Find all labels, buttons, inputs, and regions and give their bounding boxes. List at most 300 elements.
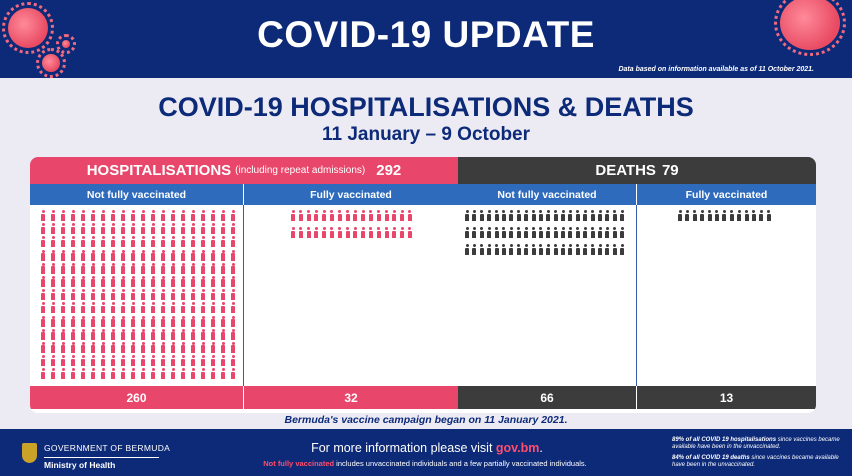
person-icon bbox=[111, 368, 115, 379]
person-icon bbox=[591, 227, 595, 238]
person-icon bbox=[141, 316, 145, 327]
person-icon bbox=[91, 276, 95, 287]
person-icon bbox=[141, 329, 145, 340]
person-icon bbox=[385, 210, 389, 221]
person-icon bbox=[752, 210, 756, 221]
person-icon bbox=[131, 368, 135, 379]
person-icon bbox=[191, 263, 195, 274]
person-icon bbox=[61, 236, 65, 247]
person-icon bbox=[181, 250, 185, 261]
hosp-unvaccinated-count: 260 bbox=[30, 386, 244, 409]
person-icon bbox=[131, 355, 135, 366]
person-icon bbox=[81, 342, 85, 353]
person-icon bbox=[211, 263, 215, 274]
person-icon bbox=[101, 236, 105, 247]
person-icon bbox=[41, 368, 45, 379]
person-icon bbox=[613, 244, 617, 255]
person-icon bbox=[201, 250, 205, 261]
person-icon bbox=[71, 355, 75, 366]
person-icon bbox=[41, 223, 45, 234]
person-icon bbox=[101, 263, 105, 274]
person-icon bbox=[161, 368, 165, 379]
person-icon bbox=[151, 223, 155, 234]
campaign-note: Bermuda's vaccine campaign began on 11 January 2021. bbox=[284, 414, 568, 426]
hospitalisations-header bbox=[30, 157, 458, 184]
person-icon bbox=[61, 263, 65, 274]
person-icon bbox=[91, 289, 95, 300]
person-icon bbox=[472, 227, 476, 238]
person-icon bbox=[201, 329, 205, 340]
person-icon bbox=[299, 210, 303, 221]
person-icon bbox=[561, 244, 565, 255]
person-icon bbox=[111, 342, 115, 353]
data-note: Data based on information available as of 11 October 2021. bbox=[618, 66, 814, 73]
person-icon bbox=[161, 289, 165, 300]
person-icon bbox=[291, 227, 295, 238]
person-icon bbox=[221, 302, 225, 313]
person-icon bbox=[361, 227, 365, 238]
person-icon bbox=[583, 227, 587, 238]
person-icon bbox=[51, 223, 55, 234]
person-icon bbox=[598, 227, 602, 238]
deaths-total: 79 bbox=[661, 162, 679, 179]
person-icon bbox=[231, 316, 235, 327]
person-icon bbox=[307, 210, 311, 221]
person-icon bbox=[487, 244, 491, 255]
person-icon bbox=[81, 289, 85, 300]
person-icon bbox=[51, 302, 55, 313]
person-icon bbox=[338, 227, 342, 238]
person-icon bbox=[221, 329, 225, 340]
coat-of-arms-icon bbox=[22, 443, 37, 463]
person-icon bbox=[121, 342, 125, 353]
person-icon bbox=[71, 302, 75, 313]
person-icon bbox=[221, 250, 225, 261]
person-icon bbox=[191, 355, 195, 366]
person-icon bbox=[211, 289, 215, 300]
person-icon bbox=[385, 227, 389, 238]
person-icon bbox=[81, 355, 85, 366]
person-icon bbox=[299, 227, 303, 238]
header-banner bbox=[0, 0, 852, 78]
person-icon bbox=[61, 223, 65, 234]
person-icon bbox=[121, 263, 125, 274]
person-icon bbox=[151, 368, 155, 379]
person-icon bbox=[91, 223, 95, 234]
deaths-unvaccinated-icons bbox=[465, 210, 624, 255]
person-icon bbox=[131, 342, 135, 353]
person-icon bbox=[524, 244, 528, 255]
definition-highlight: Not fully vaccinated bbox=[263, 459, 335, 468]
person-icon bbox=[81, 329, 85, 340]
person-icon bbox=[71, 316, 75, 327]
person-icon bbox=[171, 302, 175, 313]
person-icon bbox=[131, 329, 135, 340]
person-icon bbox=[509, 210, 513, 221]
column-header-not-fully-vaccinated: Not fully vaccinated bbox=[30, 184, 244, 205]
person-icon bbox=[171, 368, 175, 379]
deaths-header bbox=[458, 157, 816, 184]
person-icon bbox=[181, 316, 185, 327]
person-icon bbox=[539, 227, 543, 238]
person-icon bbox=[61, 276, 65, 287]
person-icon bbox=[151, 210, 155, 221]
person-icon bbox=[408, 227, 412, 238]
person-icon bbox=[51, 368, 55, 379]
person-icon bbox=[201, 368, 205, 379]
person-icon bbox=[191, 250, 195, 261]
person-icon bbox=[161, 276, 165, 287]
person-icon bbox=[532, 244, 536, 255]
person-icon bbox=[509, 227, 513, 238]
footer-banner bbox=[0, 429, 852, 476]
person-icon bbox=[101, 223, 105, 234]
person-icon bbox=[71, 210, 75, 221]
person-icon bbox=[81, 236, 85, 247]
person-icon bbox=[61, 302, 65, 313]
person-icon bbox=[231, 329, 235, 340]
person-icon bbox=[291, 210, 295, 221]
person-icon bbox=[121, 368, 125, 379]
person-icon bbox=[121, 316, 125, 327]
person-icon bbox=[583, 244, 587, 255]
gov-bm-link[interactable]: gov.bm bbox=[495, 441, 540, 455]
person-icon bbox=[141, 368, 145, 379]
person-icon bbox=[392, 227, 396, 238]
person-icon bbox=[211, 355, 215, 366]
person-icon bbox=[161, 223, 165, 234]
person-icon bbox=[131, 276, 135, 287]
hospitalisations-total: 292 bbox=[376, 162, 402, 179]
person-icon bbox=[141, 263, 145, 274]
person-icon bbox=[730, 210, 734, 221]
date-range: 11 January – 9 October bbox=[321, 124, 531, 145]
person-icon bbox=[221, 368, 225, 379]
person-icon bbox=[400, 210, 404, 221]
person-icon bbox=[314, 227, 318, 238]
person-icon bbox=[41, 250, 45, 261]
person-icon bbox=[346, 210, 350, 221]
person-icon bbox=[41, 342, 45, 353]
deaths-panel bbox=[458, 157, 816, 413]
deaths-counts bbox=[458, 386, 816, 409]
deaths-column-headers bbox=[458, 184, 816, 205]
person-icon bbox=[221, 289, 225, 300]
person-icon bbox=[131, 210, 135, 221]
person-icon bbox=[51, 316, 55, 327]
person-icon bbox=[41, 355, 45, 366]
person-icon bbox=[517, 210, 521, 221]
person-icon bbox=[221, 236, 225, 247]
person-icon bbox=[591, 210, 595, 221]
person-icon bbox=[51, 289, 55, 300]
person-icon bbox=[91, 302, 95, 313]
person-icon bbox=[191, 302, 195, 313]
person-icon bbox=[201, 289, 205, 300]
person-icon bbox=[111, 263, 115, 274]
person-icon bbox=[161, 263, 165, 274]
definition-text: includes unvaccinated individuals and a few partially vaccinated individuals. bbox=[334, 459, 587, 468]
person-icon bbox=[211, 250, 215, 261]
person-icon bbox=[480, 244, 484, 255]
person-icon bbox=[171, 342, 175, 353]
person-icon bbox=[171, 210, 175, 221]
person-icon bbox=[41, 276, 45, 287]
person-icon bbox=[561, 210, 565, 221]
person-icon bbox=[71, 329, 75, 340]
person-icon bbox=[487, 227, 491, 238]
ministry-name: Ministry of Health bbox=[44, 457, 159, 470]
person-icon bbox=[181, 276, 185, 287]
person-icon bbox=[353, 227, 357, 238]
person-icon bbox=[111, 302, 115, 313]
person-icon bbox=[131, 263, 135, 274]
person-icon bbox=[91, 210, 95, 221]
person-icon bbox=[532, 227, 536, 238]
hospitalisations-icon-area bbox=[30, 205, 458, 386]
hosp-vaccinated-count: 32 bbox=[244, 386, 458, 409]
person-icon bbox=[231, 236, 235, 247]
person-icon bbox=[91, 316, 95, 327]
person-icon bbox=[181, 302, 185, 313]
person-icon bbox=[71, 236, 75, 247]
person-icon bbox=[330, 227, 334, 238]
person-icon bbox=[546, 227, 550, 238]
person-icon bbox=[377, 227, 381, 238]
person-icon bbox=[231, 355, 235, 366]
person-icon bbox=[81, 250, 85, 261]
person-icon bbox=[539, 244, 543, 255]
person-icon bbox=[231, 250, 235, 261]
person-icon bbox=[554, 210, 558, 221]
person-icon bbox=[71, 368, 75, 379]
person-icon bbox=[231, 263, 235, 274]
person-icon bbox=[141, 250, 145, 261]
person-icon bbox=[211, 276, 215, 287]
deaths-vaccinated-count: 13 bbox=[637, 386, 816, 409]
person-icon bbox=[171, 276, 175, 287]
hospitalisations-column-headers bbox=[30, 184, 458, 205]
person-icon bbox=[111, 355, 115, 366]
person-icon bbox=[61, 250, 65, 261]
person-icon bbox=[41, 236, 45, 247]
person-icon bbox=[495, 227, 499, 238]
person-icon bbox=[41, 329, 45, 340]
person-icon bbox=[517, 227, 521, 238]
person-icon bbox=[201, 342, 205, 353]
person-icon bbox=[161, 250, 165, 261]
person-icon bbox=[151, 263, 155, 274]
person-icon bbox=[465, 210, 469, 221]
person-icon bbox=[576, 210, 580, 221]
person-icon bbox=[322, 210, 326, 221]
deaths-icon-area bbox=[458, 205, 816, 386]
person-icon bbox=[171, 316, 175, 327]
person-icon bbox=[91, 250, 95, 261]
person-icon bbox=[472, 244, 476, 255]
person-icon bbox=[51, 355, 55, 366]
person-icon bbox=[111, 276, 115, 287]
person-icon bbox=[141, 276, 145, 287]
person-icon bbox=[51, 329, 55, 340]
deaths-label: DEATHS bbox=[595, 162, 656, 179]
person-icon bbox=[161, 210, 165, 221]
person-icon bbox=[487, 210, 491, 221]
column-header-not-fully-vaccinated: Not fully vaccinated bbox=[458, 184, 637, 205]
person-icon bbox=[151, 355, 155, 366]
person-icon bbox=[91, 342, 95, 353]
person-icon bbox=[101, 210, 105, 221]
death-stat-bold: 84% of all COVID 19 deaths bbox=[672, 455, 750, 461]
person-icon bbox=[231, 210, 235, 221]
person-icon bbox=[41, 263, 45, 274]
person-icon bbox=[161, 316, 165, 327]
person-icon bbox=[151, 316, 155, 327]
person-icon bbox=[171, 329, 175, 340]
person-icon bbox=[620, 210, 624, 221]
person-icon bbox=[171, 236, 175, 247]
person-icon bbox=[111, 236, 115, 247]
person-icon bbox=[151, 236, 155, 247]
person-icon bbox=[41, 289, 45, 300]
person-icon bbox=[111, 250, 115, 261]
person-icon bbox=[211, 302, 215, 313]
person-icon bbox=[759, 210, 763, 221]
hospitalisation-stat-bold: 89% of all COVID 19 hospitalisations bbox=[672, 437, 777, 443]
person-icon bbox=[111, 210, 115, 221]
person-icon bbox=[576, 244, 580, 255]
person-icon bbox=[101, 302, 105, 313]
person-icon bbox=[231, 289, 235, 300]
person-icon bbox=[767, 210, 771, 221]
person-icon bbox=[101, 289, 105, 300]
person-icon bbox=[502, 210, 506, 221]
person-icon bbox=[51, 276, 55, 287]
person-icon bbox=[91, 263, 95, 274]
government-name: GOVERNMENT OF BERMUDA bbox=[44, 443, 171, 453]
person-icon bbox=[211, 316, 215, 327]
hospitalisations-note: (including repeat admissions) bbox=[235, 165, 366, 176]
person-icon bbox=[81, 210, 85, 221]
person-icon bbox=[539, 210, 543, 221]
person-icon bbox=[121, 276, 125, 287]
person-icon bbox=[71, 289, 75, 300]
person-icon bbox=[141, 355, 145, 366]
person-icon bbox=[141, 210, 145, 221]
person-icon bbox=[141, 342, 145, 353]
person-icon bbox=[480, 227, 484, 238]
person-icon bbox=[151, 289, 155, 300]
person-icon bbox=[708, 210, 712, 221]
person-icon bbox=[598, 210, 602, 221]
person-icon bbox=[745, 210, 749, 221]
person-icon bbox=[101, 355, 105, 366]
person-icon bbox=[121, 223, 125, 234]
person-icon bbox=[121, 302, 125, 313]
person-icon bbox=[61, 316, 65, 327]
person-icon bbox=[211, 329, 215, 340]
person-icon bbox=[338, 210, 342, 221]
person-icon bbox=[465, 227, 469, 238]
person-icon bbox=[151, 302, 155, 313]
deaths-unvaccinated-cell bbox=[458, 205, 637, 386]
person-icon bbox=[101, 342, 105, 353]
person-icon bbox=[700, 210, 704, 221]
person-icon bbox=[61, 342, 65, 353]
person-icon bbox=[71, 263, 75, 274]
person-icon bbox=[583, 210, 587, 221]
person-icon bbox=[221, 223, 225, 234]
header-title: COVID-19 UPDATE bbox=[257, 14, 595, 55]
person-icon bbox=[171, 263, 175, 274]
person-icon bbox=[141, 289, 145, 300]
person-icon bbox=[81, 368, 85, 379]
column-header-fully-vaccinated: Fully vaccinated bbox=[637, 184, 816, 205]
person-icon bbox=[181, 329, 185, 340]
person-icon bbox=[480, 210, 484, 221]
person-icon bbox=[605, 244, 609, 255]
person-icon bbox=[568, 210, 572, 221]
person-icon bbox=[330, 210, 334, 221]
person-icon bbox=[605, 227, 609, 238]
person-icon bbox=[81, 276, 85, 287]
person-icon bbox=[191, 289, 195, 300]
person-icon bbox=[131, 250, 135, 261]
more-info-prefix: For more information please visit bbox=[311, 441, 496, 455]
person-icon bbox=[472, 210, 476, 221]
person-icon bbox=[322, 227, 326, 238]
person-icon bbox=[568, 227, 572, 238]
person-icon bbox=[161, 329, 165, 340]
person-icon bbox=[41, 210, 45, 221]
person-icon bbox=[307, 227, 311, 238]
person-icon bbox=[620, 227, 624, 238]
person-icon bbox=[61, 289, 65, 300]
person-icon bbox=[191, 329, 195, 340]
person-icon bbox=[181, 210, 185, 221]
person-icon bbox=[201, 210, 205, 221]
person-icon bbox=[181, 263, 185, 274]
person-icon bbox=[191, 236, 195, 247]
person-icon bbox=[211, 368, 215, 379]
person-icon bbox=[121, 250, 125, 261]
hosp-vaccinated-cell bbox=[244, 205, 458, 386]
person-icon bbox=[231, 302, 235, 313]
person-icon bbox=[369, 210, 373, 221]
person-icon bbox=[201, 236, 205, 247]
hospitalisations-panel bbox=[30, 157, 458, 413]
person-icon bbox=[408, 210, 412, 221]
person-icon bbox=[598, 244, 602, 255]
deaths-unvaccinated-count: 66 bbox=[458, 386, 637, 409]
person-icon bbox=[91, 355, 95, 366]
person-icon bbox=[221, 276, 225, 287]
person-icon bbox=[131, 223, 135, 234]
person-icon bbox=[554, 244, 558, 255]
person-icon bbox=[51, 236, 55, 247]
person-icon bbox=[613, 210, 617, 221]
person-icon bbox=[221, 342, 225, 353]
person-icon bbox=[231, 276, 235, 287]
person-icon bbox=[361, 210, 365, 221]
person-icon bbox=[51, 250, 55, 261]
person-icon bbox=[41, 316, 45, 327]
person-icon bbox=[161, 236, 165, 247]
person-icon bbox=[131, 289, 135, 300]
person-icon bbox=[353, 210, 357, 221]
deaths-vaccinated-icons bbox=[678, 210, 771, 221]
person-icon bbox=[61, 329, 65, 340]
